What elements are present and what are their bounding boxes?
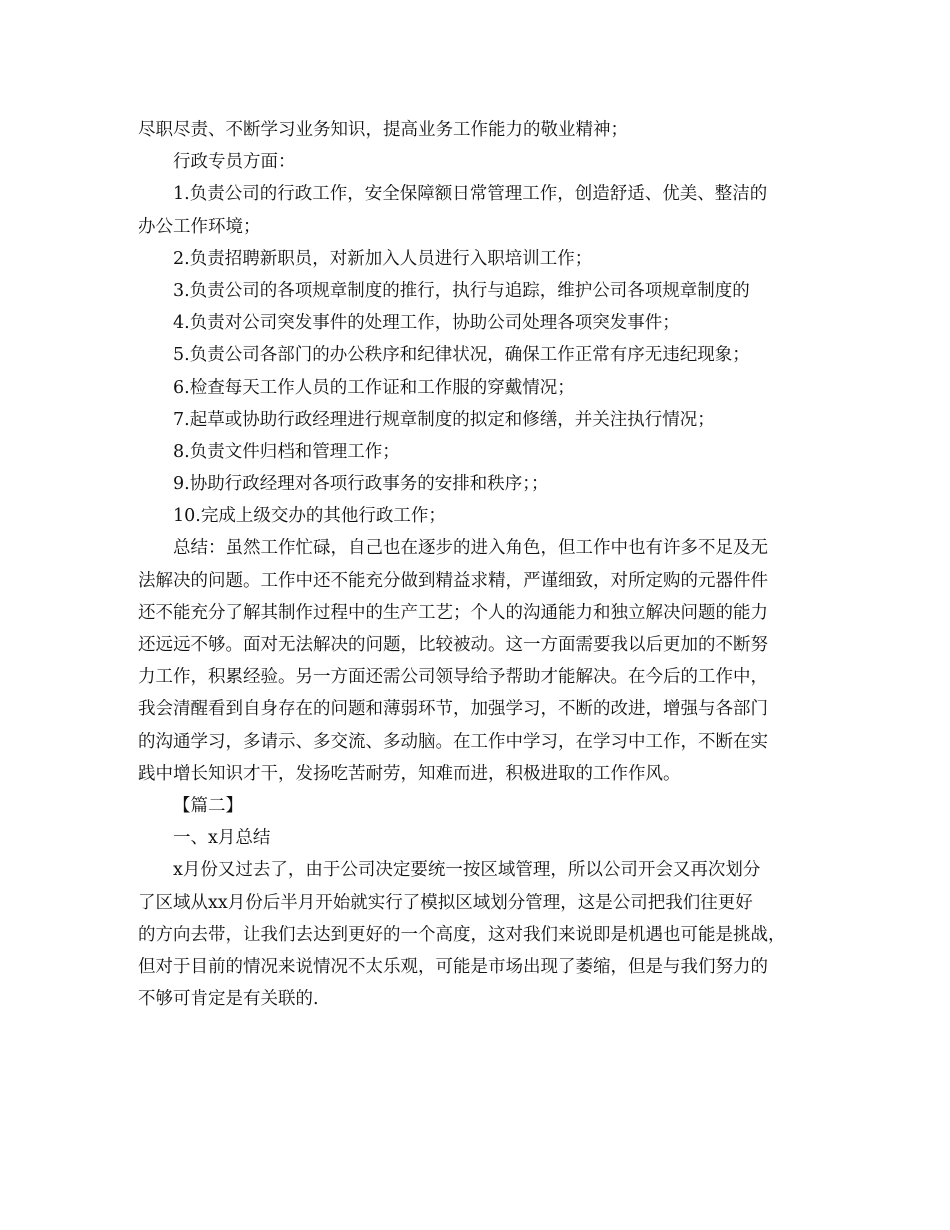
document-page	[138, 114, 818, 1015]
text-line: 还远远不够。面对无法解决的问题，比较被动。这一方面需要我以后更加的不断努	[138, 635, 768, 655]
text-line: 6.检查每天工作人员的工作证和工作服的穿戴情况；	[173, 377, 575, 398]
text-line: 的沟通学习，多请示、多交流、多动脑。在工作中学习，在学习中工作，不断在实	[138, 731, 768, 752]
text-line: 8.负责文件归档和管理工作；	[173, 441, 400, 462]
text-line: 法解决的问题。工作中还不能充分做到精益求精，严谨细致，对所定购的元器件件	[138, 570, 768, 591]
text-line: 4.负责对公司突发事件的处理工作，协助公司处理各项突发事件；	[173, 313, 680, 334]
text-line: 但对于目前的情况来说情况不太乐观，可能是市场出现了萎缩，但是与我们努力的	[138, 956, 768, 977]
text-line: 一、x月总结	[173, 828, 271, 849]
text-line: 了区域从xx月份后半月开始就实行了模拟区域划分管理，这是公司把我们往更好	[138, 892, 753, 913]
text-line: 9.协助行政经理对各项行政事务的安排和秩序；；	[173, 474, 549, 495]
text-line: 7.起草或协助行政经理进行规章制度的拟定和修缮，并关注执行情况；	[173, 409, 715, 430]
text-line: 2.负责招聘新职员，对新加入人员进行入职培训工作；	[173, 248, 593, 269]
text-line: 不够可肯定是有关联的.	[138, 989, 319, 1010]
text-line: 我会清醒看到自身存在的问题和薄弱环节，加强学习，不断的改进，增强与各部门	[138, 699, 768, 720]
text-line: 【篇二】	[173, 795, 243, 816]
text-line: x月份又过去了，由于公司决定要统一按区域管理，所以公司开会又再次划分	[173, 860, 761, 881]
text-line: 力工作，积累经验。另一方面还需公司领导给予帮助才能解决。在今后的工作中，	[138, 667, 768, 688]
text-line: 尽职尽责、不断学习业务知识，提高业务工作能力的敬业精神；	[138, 120, 628, 140]
text-line: 办公工作环境；	[138, 216, 261, 237]
text-line: 践中增长知识才干，发扬吃苦耐劳，知难而进，积极进取的工作作风。	[138, 763, 681, 784]
text-line: 总结：虽然工作忙碌，自己也在逐步的进入角色，但工作中也有许多不足及无	[173, 538, 768, 559]
text-line: 3.负责公司的各项规章制度的推行，执行与追踪，维护公司各项规章制度的	[173, 280, 750, 301]
text-line: 1.负责公司的行政工作，安全保障额日常管理工作，创造舒适、优美、整洁的	[173, 184, 768, 205]
text-line: 10.完成上级交办的其他行政工作；	[173, 506, 446, 527]
text-line: 行政专员方面：	[173, 152, 296, 173]
text-line: 5.负责公司各部门的办公秩序和纪律状况，确保工作正常有序无违纪现象；	[173, 345, 750, 366]
text-line: 还不能充分了解其制作过程中的生产工艺；个人的沟通能力和独立解决问题的能力	[138, 602, 768, 623]
text-line: 的方向去带，让我们去达到更好的一个高度，这对我们来说即是机遇也可能是挑战，	[138, 924, 786, 945]
